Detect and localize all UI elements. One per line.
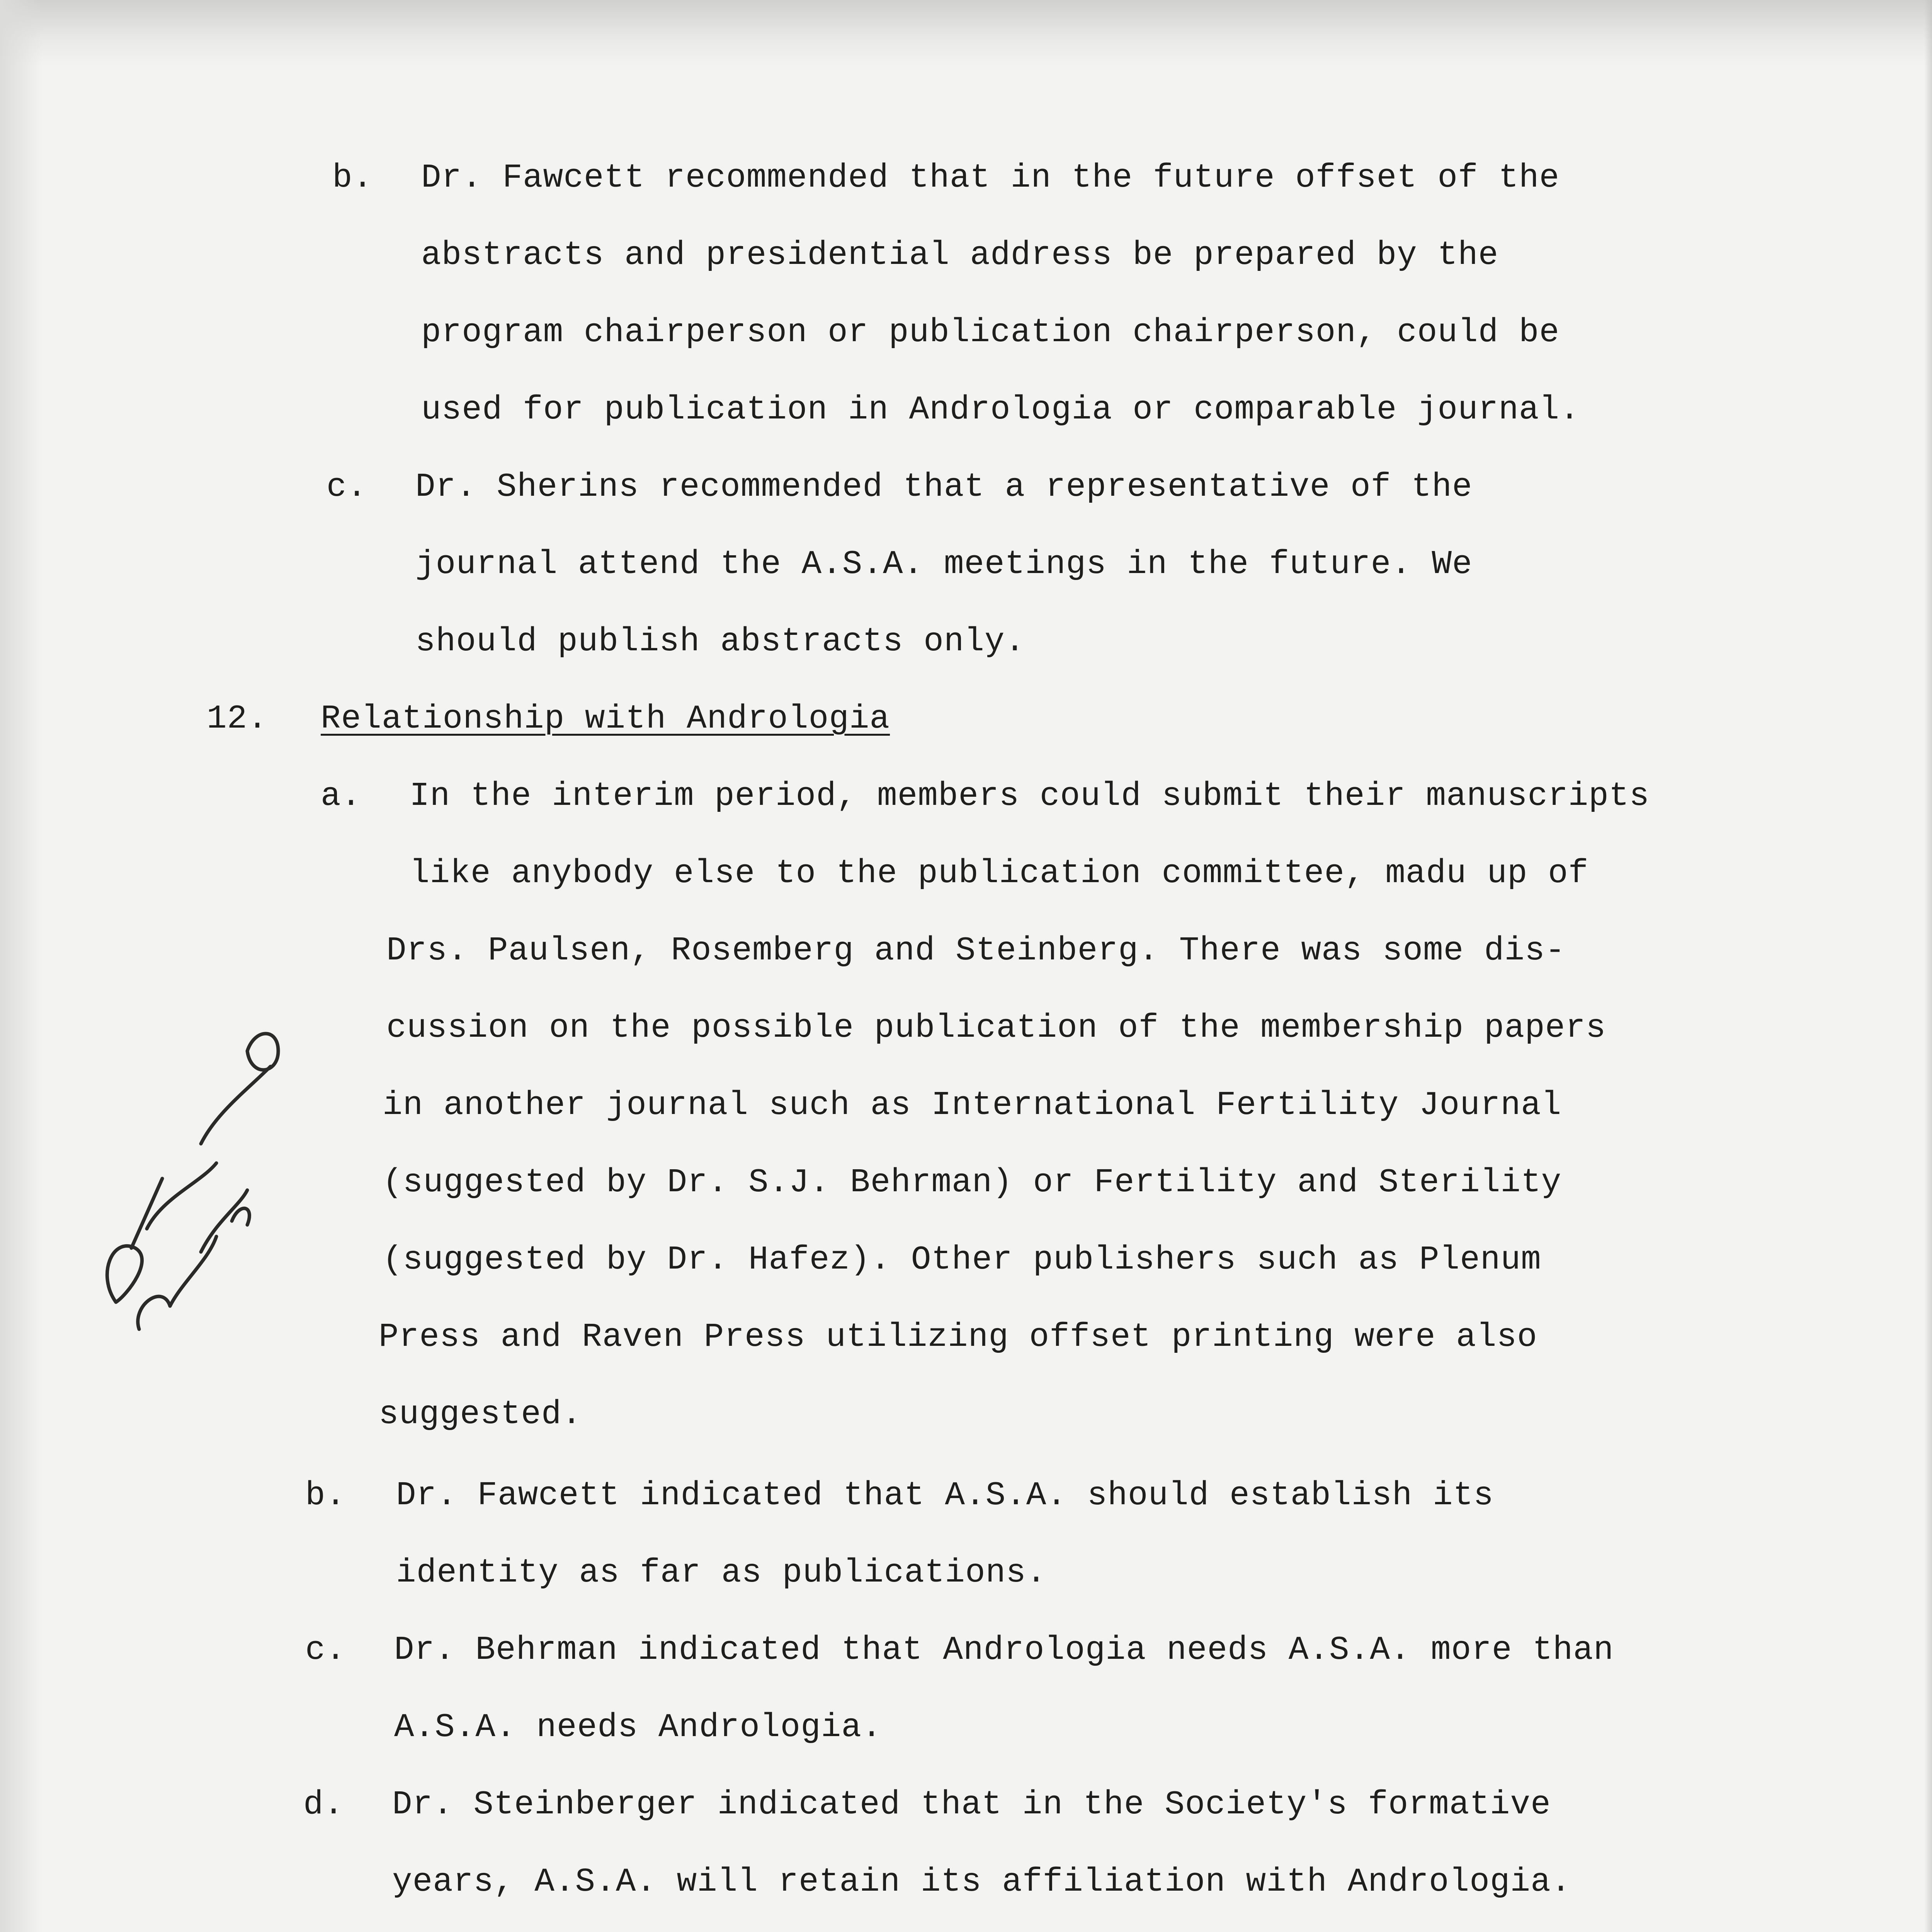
item-12a-marker: a. xyxy=(321,777,362,815)
item-11b-line-4: used for publication in Andrologia or comparable journal. xyxy=(421,391,1580,429)
item-11c-line-3: should publish abstracts only. xyxy=(415,622,1026,660)
item-12d-marker: d. xyxy=(303,1786,344,1823)
item-11b-line-1: Dr. Fawcett recommended that in the future offset of the xyxy=(421,159,1560,197)
item-12c-line-1: Dr. Behrman indicated that Andrologia needs A.S.A. more than xyxy=(394,1631,1614,1669)
item-12b-line-1: Dr. Fawcett indicated that A.S.A. should establish its xyxy=(396,1476,1494,1514)
item-12d-line-1: Dr. Steinberger indicated that in the Society's formative xyxy=(392,1786,1551,1823)
item-12a-line-6: (suggested by Dr. S.J. Behrman) or Fertility and Sterility xyxy=(383,1163,1562,1201)
item-12a-line-1: In the interim period, members could submit their manuscripts xyxy=(410,777,1650,815)
item-12a-line-2: like anybody else to the publication committee, madu up of xyxy=(410,854,1589,892)
item-12a-line-7: (suggested by Dr. Hafez). Other publishers such as Plenum xyxy=(383,1241,1541,1279)
item-12c-marker: c. xyxy=(305,1631,346,1669)
item-11b-line-3: program chairperson or publication chairperson, could be xyxy=(421,313,1560,351)
margin-note-1 xyxy=(107,1034,278,1329)
item-12a-line-3: Drs. Paulsen, Rosemberg and Steinberg. There was some dis- xyxy=(386,932,1566,969)
item-12a-line-9: suggested. xyxy=(379,1395,582,1433)
item-11b-line-2: abstracts and presidential address be prepared by the xyxy=(421,236,1499,274)
item-11c-marker: c. xyxy=(327,468,367,506)
item-11c-line-2: journal attend the A.S.A. meetings in the future. We xyxy=(415,545,1473,583)
item-12a-line-4: cussion on the possible publication of the membership papers xyxy=(386,1009,1606,1047)
item-11b-marker: b. xyxy=(332,159,373,197)
item-11c-line-1: Dr. Sherins recommended that a representative of the xyxy=(415,468,1473,506)
item-12d-line-2: years, A.S.A. will retain its affiliation with Andrologia. xyxy=(392,1863,1571,1901)
scan-shadow-right xyxy=(1924,0,1932,1932)
item-12b-line-2: identity as far as publications. xyxy=(396,1554,1047,1592)
item-12-number: 12. xyxy=(207,700,268,738)
scan-shadow-left xyxy=(0,0,43,1932)
scan-shadow-top xyxy=(0,0,1932,66)
item-12c-line-2: A.S.A. needs Andrologia. xyxy=(394,1708,882,1746)
item-12-heading: Relationship with Andrologia xyxy=(321,700,890,738)
item-12a-line-8: Press and Raven Press utilizing offset printing were also xyxy=(379,1318,1537,1356)
item-12a-line-5: in another journal such as International Fertility Journal xyxy=(383,1086,1562,1124)
item-12b-marker: b. xyxy=(305,1476,346,1514)
